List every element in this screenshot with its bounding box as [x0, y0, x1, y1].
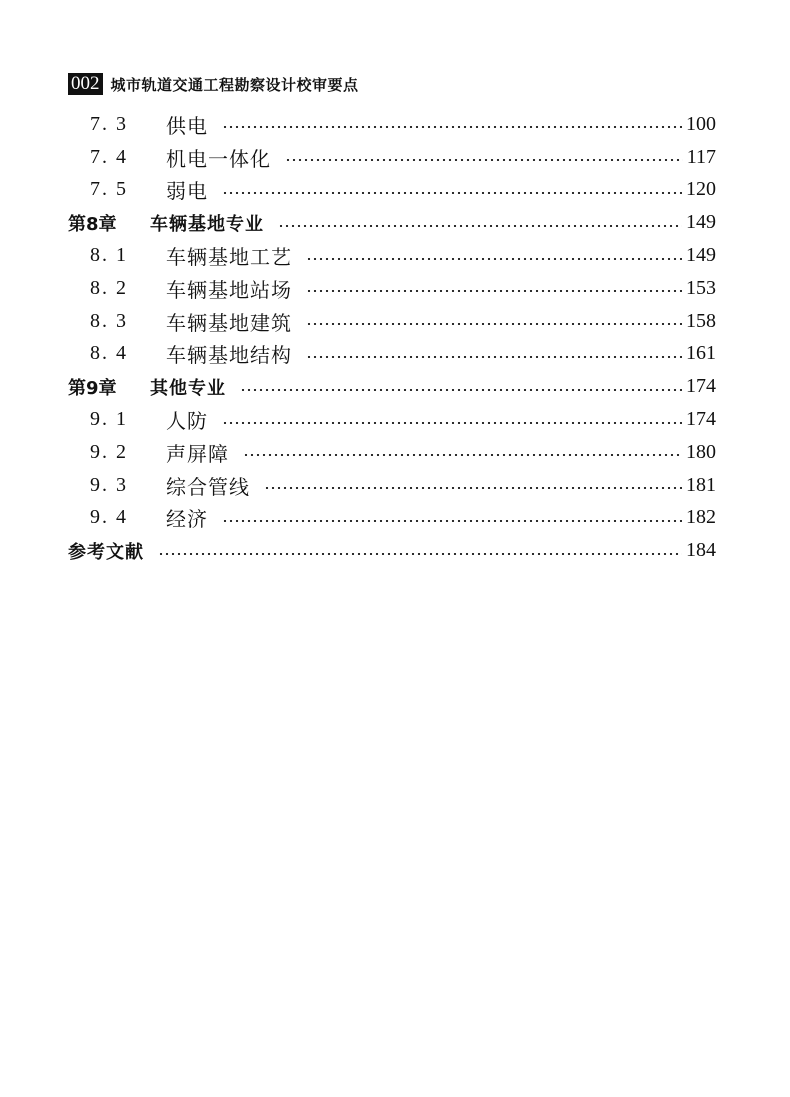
toc-chapter-number: 第9章	[68, 377, 117, 399]
dot-leader	[222, 192, 682, 194]
book-title: 城市轨道交通工程勘察设计校审要点	[110, 75, 359, 94]
toc-entry-page: 149	[686, 244, 716, 267]
toc-chapter-entry[interactable]	[68, 370, 716, 403]
toc-references-title: 参考文献	[68, 541, 144, 563]
toc-entry-number: 8. 4	[90, 342, 128, 365]
toc-entry-number: 7. 4	[90, 145, 128, 168]
toc-entry-number: 7. 5	[90, 178, 128, 201]
running-header	[68, 73, 359, 95]
toc-entry[interactable]	[68, 272, 716, 305]
toc-entry-number: 9. 3	[90, 473, 128, 496]
dot-leader	[222, 422, 682, 424]
toc-entry-number: 9. 4	[90, 506, 128, 529]
toc-entry-number: 8. 3	[90, 309, 128, 332]
dot-leader	[243, 454, 682, 456]
toc-entry-page: 174	[686, 375, 716, 398]
toc-entry-page: 184	[686, 539, 716, 562]
toc-entry[interactable]	[68, 436, 716, 469]
toc-entry-number: 7. 3	[90, 112, 128, 135]
toc-entry-title: 车辆基地站场	[166, 277, 292, 302]
toc-chapter-entry[interactable]	[68, 206, 716, 239]
toc-entry-title: 车辆基地结构	[166, 343, 292, 368]
toc-chapter-title: 其他专业	[150, 377, 226, 399]
toc-entry-page: 181	[686, 473, 716, 496]
toc-entry-title: 经济	[166, 507, 208, 532]
toc-entry-page: 158	[686, 309, 716, 332]
toc-entry[interactable]	[68, 403, 716, 436]
dot-leader	[222, 126, 682, 128]
toc-entry-title: 弱电	[166, 179, 208, 204]
toc-entry[interactable]	[68, 239, 716, 272]
toc-entry-page: 100	[686, 112, 716, 135]
page-number: 002	[68, 73, 103, 95]
toc-entry-title: 人防	[166, 409, 208, 434]
toc-entry-page: 149	[686, 211, 716, 234]
toc-references-entry[interactable]	[68, 534, 716, 567]
dot-leader	[240, 389, 682, 391]
dot-leader	[278, 225, 682, 227]
toc-entry-title: 机电一体化	[166, 146, 271, 171]
toc-entry-page: 182	[686, 506, 716, 529]
toc-entry-page: 153	[686, 276, 716, 299]
toc-entry-title: 车辆基地工艺	[166, 245, 292, 270]
toc-entry-title: 综合管线	[166, 474, 250, 499]
toc-entry-page: 161	[686, 342, 716, 365]
toc-entry[interactable]	[68, 305, 716, 338]
dot-leader	[306, 323, 682, 325]
toc-entry-number: 9. 1	[90, 408, 128, 431]
dot-leader	[285, 159, 683, 161]
dot-leader	[306, 290, 682, 292]
toc-entry-number: 8. 1	[90, 244, 128, 267]
toc-entry[interactable]	[68, 174, 716, 207]
toc-entry-title: 车辆基地建筑	[166, 310, 292, 335]
toc-entry[interactable]	[68, 469, 716, 502]
toc-entry[interactable]	[68, 502, 716, 535]
dot-leader	[264, 487, 682, 489]
toc-entry-number: 9. 2	[90, 440, 128, 463]
toc-entry[interactable]	[68, 141, 716, 174]
dot-leader	[306, 356, 682, 358]
toc-entry-page: 117	[686, 145, 716, 168]
toc-chapter-number: 第8章	[68, 213, 117, 235]
dot-leader	[222, 520, 682, 522]
dot-leader	[306, 258, 682, 260]
toc-entry-page: 174	[686, 408, 716, 431]
toc-entry[interactable]	[68, 338, 716, 371]
toc-entry-page: 180	[686, 440, 716, 463]
dot-leader	[158, 553, 682, 555]
toc-entry[interactable]	[68, 108, 716, 141]
toc-entry-number: 8. 2	[90, 276, 128, 299]
toc-entry-title: 供电	[166, 113, 208, 138]
toc-entry-page: 120	[686, 178, 716, 201]
table-of-contents	[68, 108, 716, 567]
toc-entry-title: 声屏障	[166, 441, 229, 466]
toc-chapter-title: 车辆基地专业	[150, 213, 264, 235]
